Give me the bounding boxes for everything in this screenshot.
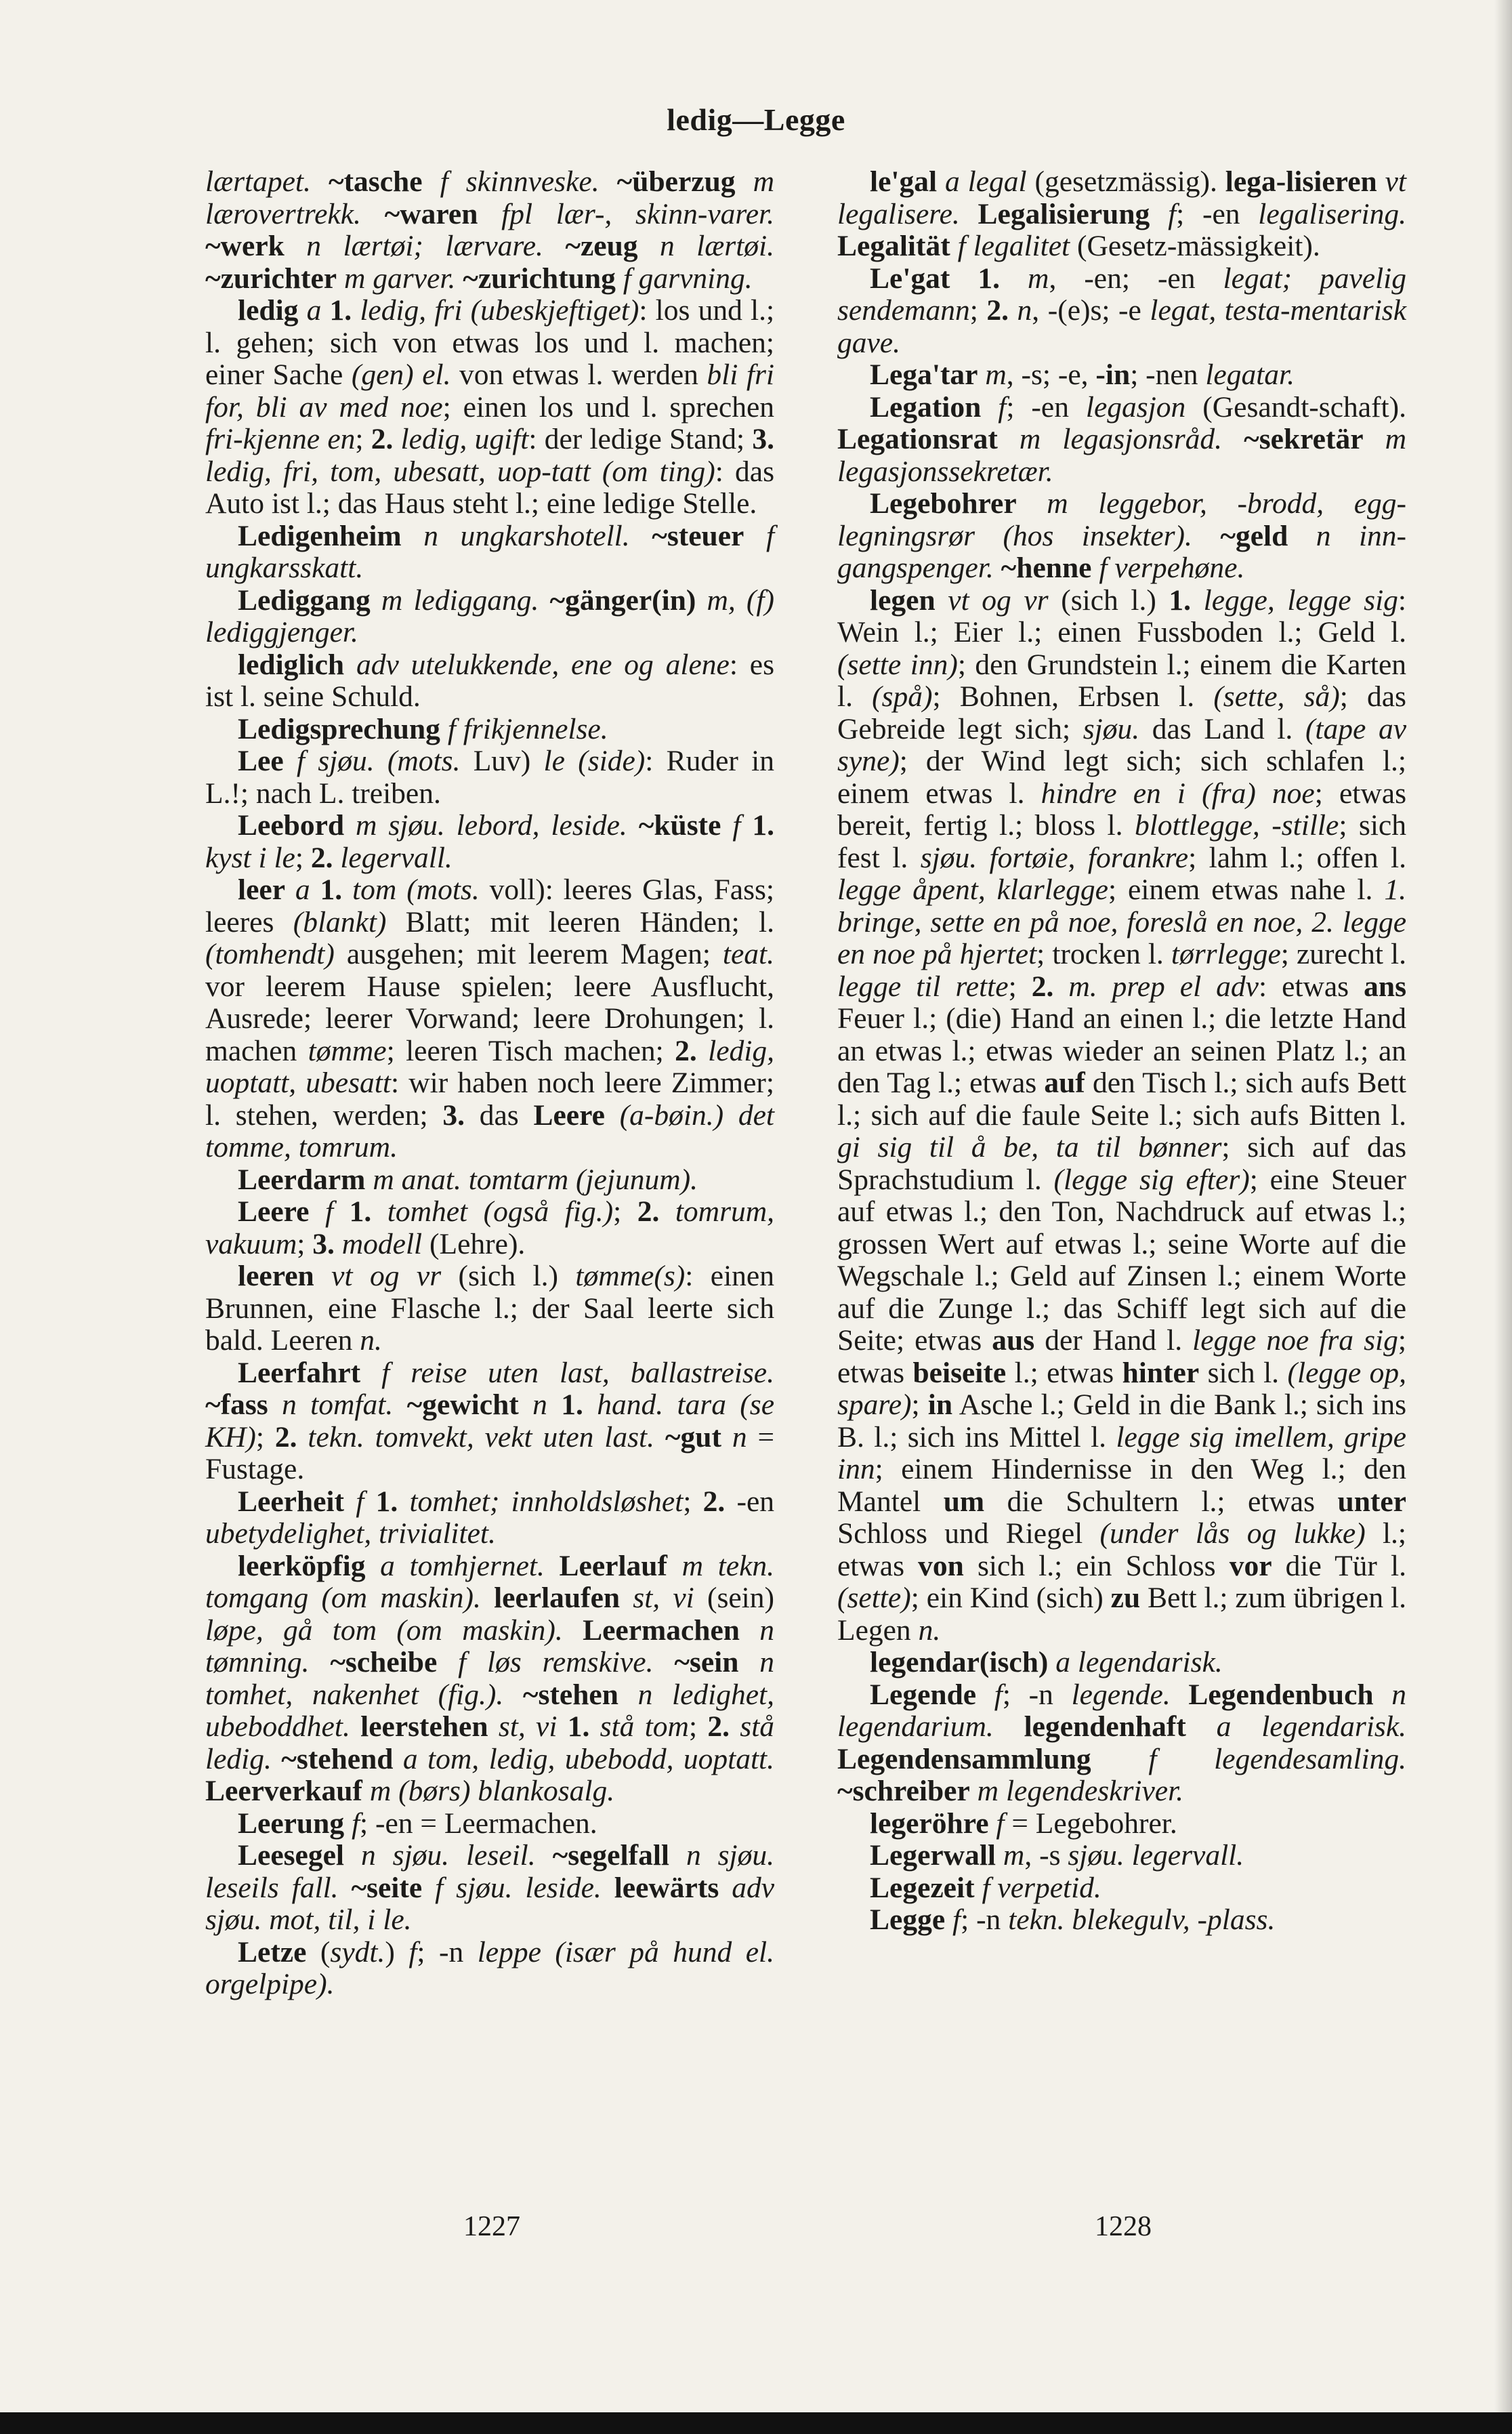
dictionary-entry: Lee f sjøu. (mots. Luv) le (side): Ruder in L.!; nach L. treiben. [205,745,775,810]
dictionary-entry: Letze (sydt.) f; -n leppe (især på hund el. orgelpipe). [205,1935,774,2000]
dictionary-entry: legendar(isch) a legendarisk. [870,1646,1223,1678]
dictionary-entry: legen vt og vr (sich l.) 1. legge, legge sig: Wein l.; Eier l.; einen Fussboden l.; Geld l. (sette inn); den Grundstein l.; einem die Karten l. (spå); Bohnen, Erbsen l. (sette, så); das Gebreide legt sich; sjøu. das Land l. (tape av syne); der Wind legt sich; sich schlafen l.; einem etwas l. hindre en i (fra) noe; etwas bereit, fertig l.; bloss l. blottlegge, -stille; sich fest l. sjøu. fortøie, forankre; lahm l.; offen l. legge åpent, klarlegge; einem etwas nahe l. 1. bringe, sette en på noe, foreslå en noe, 2. legge en noe på hjertet; trocken l. tørrlegge; zurecht l. legge til rette; 2. m. prep el adv: etwas ans Feuer l.; (die) Hand an einen l.; die letzte Hand an etwas l.; etwas wieder an seinen Platz l.; an den Tag l.; etwas auf den Tisch l.; sich aufs Bett l.; sich auf die faule Seite l.; sich aufs Bitten l. gi sig til å be, ta til bønner; sich auf das Sprachstudium l. (legge sig efter); eine Steuer auf etwas l.; den Ton, Nachdruck auf etwas l.; grossen Wert auf etwas l.; seine Worte auf die Wegschale l.; Geld auf Zinsen l.; einem Worte auf die Zunge l.; das Schiff legt sich auf die Seite; etwas aus der Hand l. legge noe fra sig; etwas beiseite l.; etwas hinter sich l. (legge op, spare); in Asche l.; Geld in die Bank l.; sich ins B. l.; sich ins Mittel l. legge sig imellem, gripe inn; einem Hindernisse in den Weg l.; den Mantel um die Schultern l.; etwas unter Schloss und Riegel (under lås og lukke) l.; etwas von sich l.; ein Schloss vor die Tür l. (sette); ein Kind (sich) zu Bett l.; zum übrigen l. Legen n. [837,583,1407,1647]
dictionary-entry: Le'gat 1. m, -en; -en legat; pavelig sendemann; 2. n, -(e)s; -e legat, testa-mentarisk gave. [837,262,1407,359]
dictionary-entry: legeröhre f = Legebohrer. [870,1807,1177,1840]
right-column [837,166,1406,1937]
left-column [205,166,774,2001]
dictionary-entry: Leerdarm m anat. tomtarm (jejunum). [238,1163,698,1196]
dictionary-entry: Legerwall m, -s sjøu. legervall. [870,1839,1244,1872]
dictionary-entry: Leere f 1. tomhet (også fig.); 2. tomrum, vakuum; 3. modell (Lehre). [205,1195,775,1260]
dictionary-entry: Leerheit f 1. tomhet; innholdsløshet; 2. -en ubetydelighet, trivialitet. [205,1485,775,1550]
page-edge-shadow [1494,0,1512,2412]
dictionary-entry: Legge f; -n tekn. blekegulv, -plass. [870,1903,1276,1936]
dictionary-entry: Leerfahrt f reise uten last, ballastreise. ~fass n tomfat. ~gewicht n 1. hand. tara (se KH); 2. tekn. tomvekt, vekt uten last. ~gut n = Fustage. [205,1356,775,1485]
dictionary-entry: Lega'tar m, -s; -e, -in; -nen legatar. [870,358,1295,391]
dictionary-entry: Legebohrer m leggebor, -brodd, egg-legningsrør (hos insekter). ~geld n inn-gangspenger. ~henne f verpehøne. [837,487,1407,584]
dictionary-entry: ledig a 1. ledig, fri (ubeskjeftiget): los und l.; l. gehen; sich von etwas los und l. machen; einer Sache (gen) el. von etwas l. werden bli fri for, bli av med noe; einen los und l. sprechen fri-kjenne en; 2. ledig, ugift: der ledige Stand; 3. ledig, fri, tom, ubesatt, uop-tatt (om ting): das Auto ist l.; das Haus steht l.; eine ledige Stelle. [205,294,775,520]
dictionary-entry: Ledigenheim n ungkarshotell. ~steuer f ungkarsskatt. [205,519,775,584]
dictionary-entry: leerköpfig a tomhjernet. Leerlauf m tekn. tomgang (om maskin). leerlaufen st, vi (sein) løpe, gå tom (om maskin). Leermachen n tømning. ~scheibe f løs remskive. ~sein n tomhet, nakenhet (fig.). ~stehen n ledighet, ubeboddhet. leerstehen st, vi 1. stå tom; 2. stå ledig. ~stehend a tom, ledig, ubebodd, uoptatt. Leerverkauf m (børs) blankosalg. [205,1549,775,1807]
page-number-right: 1228 [1095,2211,1152,2242]
dictionary-entry: leer a 1. tom (mots. voll): leeres Glas, Fass; leeres (blankt) Blatt; mit leeren Händen; l. (tomhendt) ausgehen; mit leerem Magen; teat. vor leerem Hause spielen; leere Ausflucht, Ausrede; leerer Vorwand; leere Drohungen; l. machen tømme; leeren Tisch machen; 2. ledig, uoptatt, ubesatt: wir haben noch leere Zimmer; l. stehen, werden; 3. das Leere (a-bøin.) det tomme, tomrum. [205,873,775,1163]
dictionary-entry: Ledigsprechung f frikjennelse. [238,712,608,745]
dictionary-entry: Lediggang m lediggang. ~gänger(in) m, (f) lediggjenger. [205,583,774,648]
dictionary-entry: le'gal a legal (gesetzmässig). lega-lisieren vt legalisere. Legalisierung f; -en legalisering. Legalität f legalitet (Gesetz-mässigkeit). [837,165,1407,262]
dictionary-entry: Legende f; -n legende. Legendenbuch n legendarium. legendenhaft a legendarisk. Legendensammlung f legendesamling. ~schreiber m legendeskriver. [837,1678,1407,1807]
dictionary-entry: lærtapet. ~tasche f skinnveske. ~überzug m lærovertrekk. ~waren fpl lær-, skinn-varer. ~werk n lærtøi; lærvare. ~zeug n lærtøi. ~zurichter m garver. ~zurichtung f garvning. [205,165,775,295]
dictionary-entry: Leebord m sjøu. lebord, leside. ~küste f 1. kyst i le; 2. legervall. [205,809,775,874]
page-number-left: 1227 [463,2211,520,2242]
dictionary-entry: Legezeit f verpetid. [870,1871,1101,1904]
running-header: ledig—Legge [667,102,845,137]
dictionary-entry: Legation f; -en legasjon (Gesandt-schaft). Legationsrat m legasjonsråd. ~sekretär m legasjonssekretær. [837,390,1407,488]
dictionary-entry: Leerung f; -en = Leermachen. [238,1807,597,1840]
dictionary-entry: lediglich adv utelukkende, ene og alene: es ist l. seine Schuld. [205,648,775,713]
dictionary-entry: Leesegel n sjøu. leseil. ~segelfall n sjøu. leseils fall. ~seite f sjøu. leside. leewärts adv sjøu. mot, til, i le. [205,1839,775,1936]
scan-border [0,2412,1512,2434]
dictionary-entry: leeren vt og vr (sich l.) tømme(s): einen Brunnen, eine Flasche l.; der Saal leerte sich bald. Leeren n. [205,1260,774,1357]
